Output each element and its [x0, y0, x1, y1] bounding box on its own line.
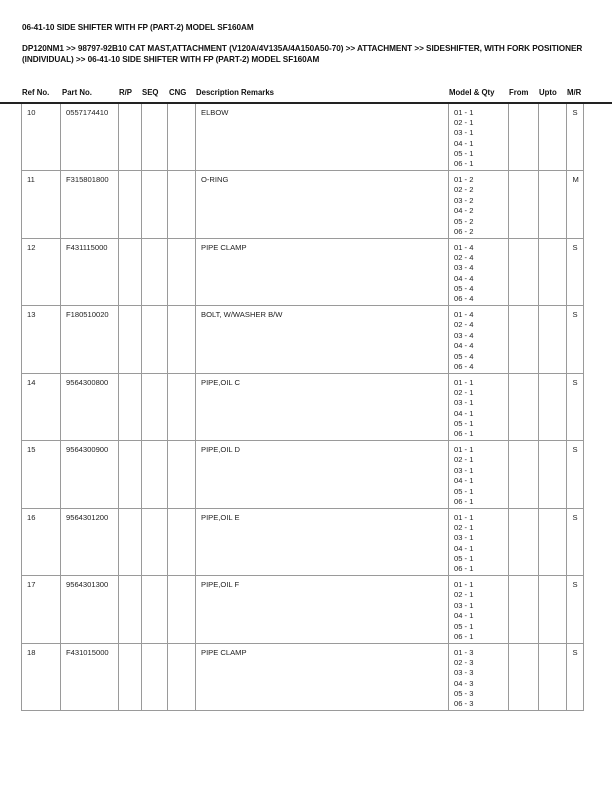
mr-cell: S: [566, 509, 584, 576]
header-cng: CNG: [169, 88, 187, 97]
rp-cell: [118, 104, 141, 171]
description-cell: PIPE,OIL D: [195, 441, 448, 508]
model-qty-line: 01 - 1: [454, 512, 474, 522]
rp-cell: [118, 171, 141, 238]
ref-no-cell: 11: [21, 171, 60, 238]
model-qty-line: 06 - 1: [454, 631, 474, 641]
from-cell: [508, 509, 538, 576]
model-qty-line: 03 - 1: [454, 533, 474, 543]
model-qty-line: 02 - 1: [454, 387, 474, 397]
model-qty-line: 04 - 1: [454, 138, 474, 148]
seq-cell: [141, 374, 167, 441]
model-qty-line: 02 - 1: [454, 522, 474, 532]
upto-cell: [538, 441, 566, 508]
table-row: [21, 441, 584, 509]
model-qty-line: 02 - 3: [454, 657, 474, 667]
mr-cell: S: [566, 374, 584, 441]
table-row: [21, 306, 584, 374]
model-qty-line: 01 - 4: [454, 242, 474, 252]
ref-no-cell: 16: [21, 509, 60, 576]
header-ref-no: Ref No.: [22, 88, 50, 97]
cng-cell: [167, 306, 195, 373]
part-no-cell: 9564300800: [60, 374, 118, 441]
part-no-cell: F315801800: [60, 171, 118, 238]
page-title: 06-41-10 SIDE SHIFTER WITH FP (PART-2) MODEL SF160AM: [22, 23, 254, 32]
cng-cell: [167, 171, 195, 238]
ref-no-cell: 14: [21, 374, 60, 441]
model-qty-line: 02 - 1: [454, 590, 474, 600]
header-rp: R/P: [119, 88, 132, 97]
model-qty-line: 05 - 1: [454, 554, 474, 564]
table-row: [21, 171, 584, 239]
description-cell: ELBOW: [195, 104, 448, 171]
from-cell: [508, 374, 538, 441]
header-part-no: Part No.: [62, 88, 92, 97]
part-no-cell: 9564301200: [60, 509, 118, 576]
upto-cell: [538, 644, 566, 711]
model-qty-cell: [448, 104, 508, 171]
model-qty-line: 01 - 1: [454, 107, 474, 117]
mr-cell: S: [566, 644, 584, 711]
model-qty-line: 06 - 1: [454, 159, 474, 169]
rp-cell: [118, 441, 141, 508]
table-row: [21, 239, 584, 307]
upto-cell: [538, 306, 566, 373]
rp-cell: [118, 374, 141, 441]
model-qty-line: 01 - 3: [454, 647, 474, 657]
rp-cell: [118, 644, 141, 711]
model-qty-cell: [448, 374, 508, 441]
seq-cell: [141, 171, 167, 238]
header-upto: Upto: [539, 88, 557, 97]
model-qty-cell: [448, 239, 508, 306]
seq-cell: [141, 239, 167, 306]
mr-cell: S: [566, 104, 584, 171]
model-qty-line: 02 - 1: [454, 117, 474, 127]
parts-table: [21, 104, 584, 712]
model-qty-line: 04 - 1: [454, 611, 474, 621]
ref-no-cell: 10: [21, 104, 60, 171]
mr-cell: S: [566, 441, 584, 508]
description-cell: PIPE,OIL E: [195, 509, 448, 576]
model-qty-line: 05 - 1: [454, 149, 474, 159]
model-qty-line: 05 - 1: [454, 419, 474, 429]
from-cell: [508, 441, 538, 508]
table-row: [21, 644, 584, 712]
model-qty-line: 05 - 4: [454, 284, 474, 294]
model-qty-line: 02 - 4: [454, 252, 474, 262]
from-cell: [508, 644, 538, 711]
description-cell: PIPE,OIL F: [195, 576, 448, 643]
part-no-cell: F431115000: [60, 239, 118, 306]
model-qty-cell: [448, 171, 508, 238]
mr-cell: M: [566, 171, 584, 238]
model-qty-line: 05 - 3: [454, 689, 474, 699]
model-qty-line: 01 - 4: [454, 310, 474, 319]
table-row: [21, 104, 584, 172]
ref-no-cell: 17: [21, 576, 60, 643]
model-qty-line: 03 - 4: [454, 330, 474, 340]
model-qty-line: 06 - 1: [454, 429, 474, 439]
part-no-cell: 9564300900: [60, 441, 118, 508]
mr-cell: S: [566, 576, 584, 643]
ref-no-cell: 18: [21, 644, 60, 711]
seq-cell: [141, 576, 167, 643]
model-qty-line: 01 - 1: [454, 580, 474, 589]
ref-no-cell: 13: [21, 306, 60, 373]
description-cell: BOLT, W/WASHER B/W: [195, 306, 448, 373]
header-from: From: [509, 88, 529, 97]
rp-cell: [118, 576, 141, 643]
ref-no-cell: 15: [21, 441, 60, 508]
model-qty-cell: [448, 576, 508, 643]
seq-cell: [141, 306, 167, 373]
from-cell: [508, 306, 538, 373]
model-qty-cell: [448, 644, 508, 711]
part-no-cell: 0557174410: [60, 104, 118, 171]
model-qty-line: 06 - 4: [454, 294, 474, 304]
header-model-qty: Model & Qty: [449, 88, 495, 97]
upto-cell: [538, 576, 566, 643]
model-qty-cell: [448, 441, 508, 508]
upto-cell: [538, 239, 566, 306]
cng-cell: [167, 104, 195, 171]
model-qty-line: 03 - 1: [454, 465, 474, 475]
model-qty-line: 03 - 3: [454, 668, 474, 678]
part-no-cell: F431015000: [60, 644, 118, 711]
cng-cell: [167, 509, 195, 576]
model-qty-line: 01 - 2: [454, 175, 474, 184]
model-qty-line: 05 - 2: [454, 216, 474, 226]
model-qty-line: 04 - 1: [454, 408, 474, 418]
part-no-cell: F180510020: [60, 306, 118, 373]
model-qty-line: 04 - 4: [454, 273, 474, 283]
header-seq: SEQ: [142, 88, 159, 97]
model-qty-line: 02 - 2: [454, 185, 474, 195]
rp-cell: [118, 306, 141, 373]
model-qty-line: 06 - 1: [454, 564, 474, 574]
model-qty-line: 03 - 4: [454, 263, 474, 273]
description-cell: PIPE,OIL C: [195, 374, 448, 441]
cng-cell: [167, 239, 195, 306]
description-cell: PIPE CLAMP: [195, 644, 448, 711]
breadcrumb: DP120NM1 >> 98797-92B10 CAT MAST,ATTACHMENT (V120A/4V135A/4A150A50-70) >> ATTACHMENT >> SIDESHIFTER, WITH FORK POSITIONER (INDIVIDUAL) >> 06-41-10 SIDE SHIFTER WITH FP (PART-2) MODEL SF160AM: [22, 44, 583, 64]
cng-cell: [167, 441, 195, 508]
model-qty-line: 06 - 4: [454, 361, 474, 371]
cng-cell: [167, 374, 195, 441]
seq-cell: [141, 509, 167, 576]
model-qty-line: 04 - 4: [454, 341, 474, 351]
upto-cell: [538, 374, 566, 441]
table-row: [21, 576, 584, 644]
model-qty-line: 04 - 1: [454, 476, 474, 486]
table-row: [21, 374, 584, 442]
upto-cell: [538, 104, 566, 171]
mr-cell: S: [566, 239, 584, 306]
rp-cell: [118, 509, 141, 576]
model-qty-line: 06 - 2: [454, 226, 474, 236]
model-qty-line: 06 - 3: [454, 699, 474, 709]
model-qty-cell: [448, 509, 508, 576]
table-row: [21, 509, 584, 577]
model-qty-line: 05 - 4: [454, 351, 474, 361]
from-cell: [508, 104, 538, 171]
cng-cell: [167, 576, 195, 643]
model-qty-line: 01 - 1: [454, 445, 474, 454]
model-qty-line: 05 - 1: [454, 486, 474, 496]
rp-cell: [118, 239, 141, 306]
seq-cell: [141, 644, 167, 711]
model-qty-cell: [448, 306, 508, 373]
header-mr: M/R: [567, 88, 582, 97]
seq-cell: [141, 104, 167, 171]
model-qty-line: 01 - 1: [454, 377, 474, 387]
mr-cell: S: [566, 306, 584, 373]
model-qty-line: 06 - 1: [454, 496, 474, 506]
from-cell: [508, 239, 538, 306]
upto-cell: [538, 509, 566, 576]
model-qty-line: 05 - 1: [454, 621, 474, 631]
part-no-cell: 9564301300: [60, 576, 118, 643]
description-cell: O-RING: [195, 171, 448, 238]
seq-cell: [141, 441, 167, 508]
model-qty-line: 04 - 2: [454, 206, 474, 216]
model-qty-line: 04 - 3: [454, 678, 474, 688]
model-qty-line: 03 - 1: [454, 398, 474, 408]
model-qty-line: 03 - 1: [454, 128, 474, 138]
from-cell: [508, 171, 538, 238]
from-cell: [508, 576, 538, 643]
model-qty-line: 03 - 2: [454, 195, 474, 205]
model-qty-line: 02 - 4: [454, 320, 474, 330]
upto-cell: [538, 171, 566, 238]
model-qty-line: 03 - 1: [454, 600, 474, 610]
model-qty-line: 02 - 1: [454, 455, 474, 465]
cng-cell: [167, 644, 195, 711]
model-qty-line: 04 - 1: [454, 543, 474, 553]
header-description: Description Remarks: [196, 88, 274, 97]
ref-no-cell: 12: [21, 239, 60, 306]
description-cell: PIPE CLAMP: [195, 239, 448, 306]
